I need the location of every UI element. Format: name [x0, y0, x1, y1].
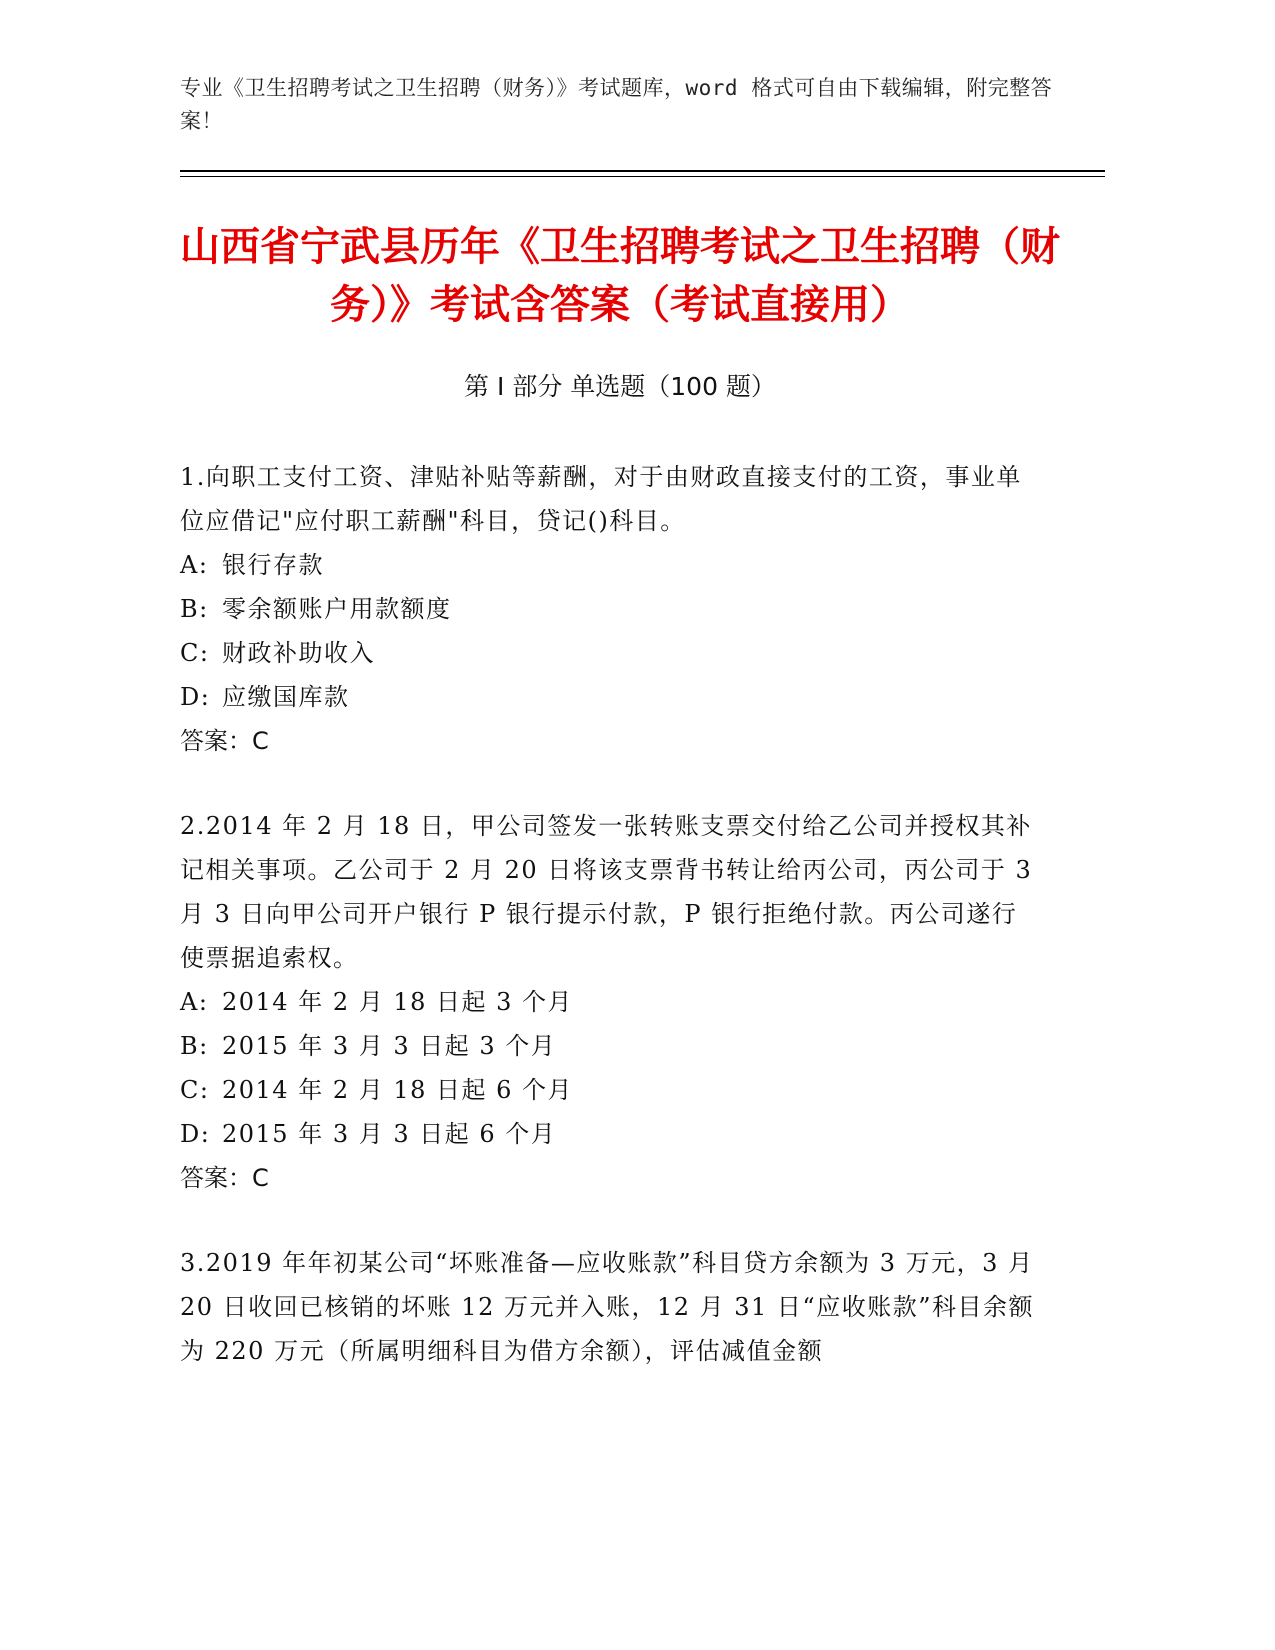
option-text: 2014 年 2 月 18 日起 3 个月	[222, 988, 574, 1016]
option-text: 2015 年 3 月 3 日起 6 个月	[222, 1120, 557, 1148]
option-text: 银行存款	[222, 551, 324, 579]
option-letter: D:	[180, 1120, 211, 1148]
option-a	[180, 980, 1040, 1024]
question-3	[180, 1241, 1040, 1373]
option-c	[180, 1068, 1040, 1112]
option-text: 2014 年 2 月 18 日起 6 个月	[222, 1076, 574, 1104]
question-2	[180, 804, 1040, 1200]
option-d	[180, 1112, 1040, 1156]
option-c	[180, 631, 1040, 675]
header-divider-thin	[180, 176, 1105, 177]
option-letter: C:	[180, 1076, 210, 1104]
option-letter: A:	[180, 988, 209, 1016]
question-stem: 2.2014 年 2 月 18 日，甲公司签发一张转账支票交付给乙公司并授权其补记相关事项。乙公司于 2 月 20 日将该支票背书转让给丙公司，丙公司于 3 月 3 日向甲公司开户银行 P 银行提示付款，P 银行拒绝付款。丙公司遂行使票据追索权。	[180, 812, 1033, 972]
option-a	[180, 543, 1040, 587]
option-letter: D:	[180, 683, 211, 711]
option-b	[180, 1024, 1040, 1068]
question-list	[180, 455, 1040, 1414]
option-text: 零余额账户用款额度	[222, 595, 452, 623]
option-letter: A:	[180, 551, 209, 579]
option-letter: B:	[180, 1032, 209, 1060]
answer-line: 答案：C	[180, 727, 269, 755]
section-title: 第 I 部分 单选题（100 题）	[464, 372, 776, 401]
question-stem: 3.2019 年年初某公司“坏账准备—应收账款”科目贷方余额为 3 万元，3 月 20 日收回已核销的坏账 12 万元并入账，12 月 31 日“应收账款”科目余额为 220 万元（所属明细科目为借方余额），评估减值金额	[180, 1249, 1034, 1365]
option-letter: B:	[180, 595, 209, 623]
header-divider-thick	[180, 170, 1105, 172]
question-stem: 1.向职工支付工资、津贴补贴等薪酬，对于由财政直接支付的工资，事业单位应借记"应付职工薪酬"科目，贷记()科目。	[180, 463, 1022, 535]
option-d	[180, 675, 1040, 719]
header-note: 专业《卫生招聘考试之卫生招聘（财务）》考试题库，word 格式可自由下载编辑，附完整答案！	[180, 76, 1053, 133]
question-1	[180, 455, 1040, 763]
option-text: 2015 年 3 月 3 日起 3 个月	[222, 1032, 557, 1060]
option-text: 财政补助收入	[222, 639, 375, 667]
option-text: 应缴国库款	[222, 683, 350, 711]
document-title: 山西省宁武县历年《卫生招聘考试之卫生招聘（财务）》考试含答案（考试直接用）	[180, 224, 1060, 328]
option-b	[180, 587, 1040, 631]
option-letter: C:	[180, 639, 210, 667]
answer-line: 答案：C	[180, 1164, 269, 1192]
